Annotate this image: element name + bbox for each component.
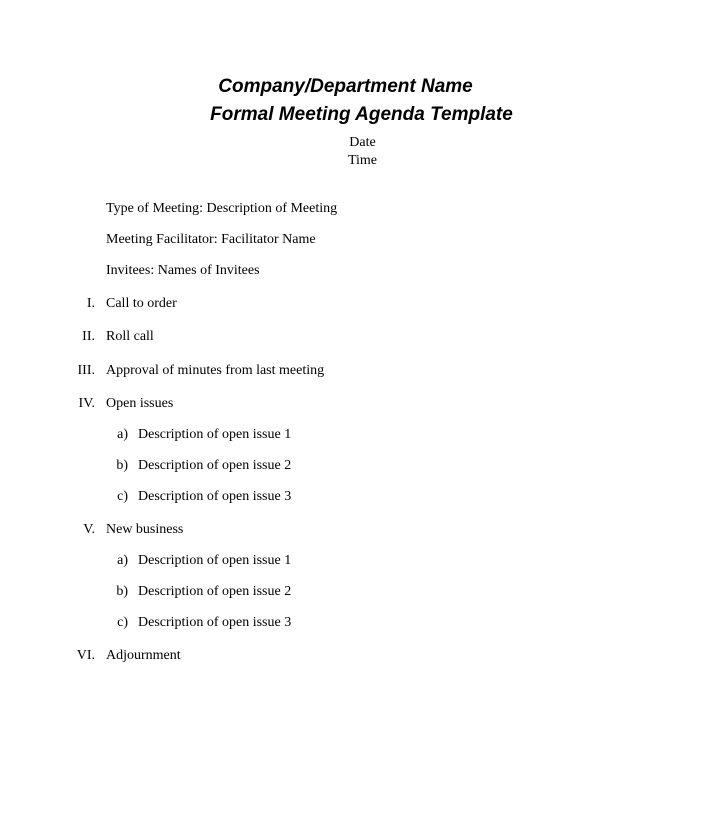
meeting-date: Date (349, 135, 376, 150)
agenda-item-1-label: Call to order (106, 296, 177, 311)
agenda-item-3-number: III. (77, 363, 95, 378)
new-business-c-label: Description of open issue 3 (138, 615, 292, 630)
document-title: Formal Meeting Agenda Template (210, 104, 513, 125)
agenda-item-6-label: Adjournment (106, 648, 181, 663)
new-business-b-label: Description of open issue 2 (138, 584, 292, 599)
agenda-item-3-label: Approval of minutes from last meeting (106, 363, 325, 378)
meeting-type: Type of Meeting: Description of Meeting (106, 201, 338, 216)
agenda-item-5-label: New business (106, 522, 184, 537)
new-business-a-label: Description of open issue 1 (138, 553, 292, 568)
new-business-a-number: a) (117, 553, 128, 568)
open-issue-b-number: b) (116, 458, 128, 473)
meeting-invitees: Invitees: Names of Invitees (106, 263, 260, 278)
agenda-item-5-number: V. (83, 522, 95, 537)
agenda-item-4-label: Open issues (106, 396, 174, 411)
agenda-item-2-number: II. (82, 329, 95, 344)
meeting-facilitator: Meeting Facilitator: Facilitator Name (106, 232, 316, 247)
meeting-time: Time (347, 153, 378, 168)
open-issue-c-label: Description of open issue 3 (138, 489, 292, 504)
agenda-item-1-number: I. (86, 296, 95, 311)
agenda-item-6-number: VI. (76, 648, 95, 663)
agenda-item-2-label: Roll call (106, 329, 154, 344)
agenda-item-4-number: IV. (78, 396, 95, 411)
open-issue-c-number: c) (117, 489, 128, 504)
open-issue-a-label: Description of open issue 1 (138, 427, 292, 442)
new-business-b-number: b) (116, 584, 128, 599)
open-issue-b-label: Description of open issue 2 (138, 458, 292, 473)
open-issue-a-number: a) (117, 427, 128, 442)
new-business-c-number: c) (117, 615, 128, 630)
company-name: Company/Department Name (218, 76, 473, 97)
